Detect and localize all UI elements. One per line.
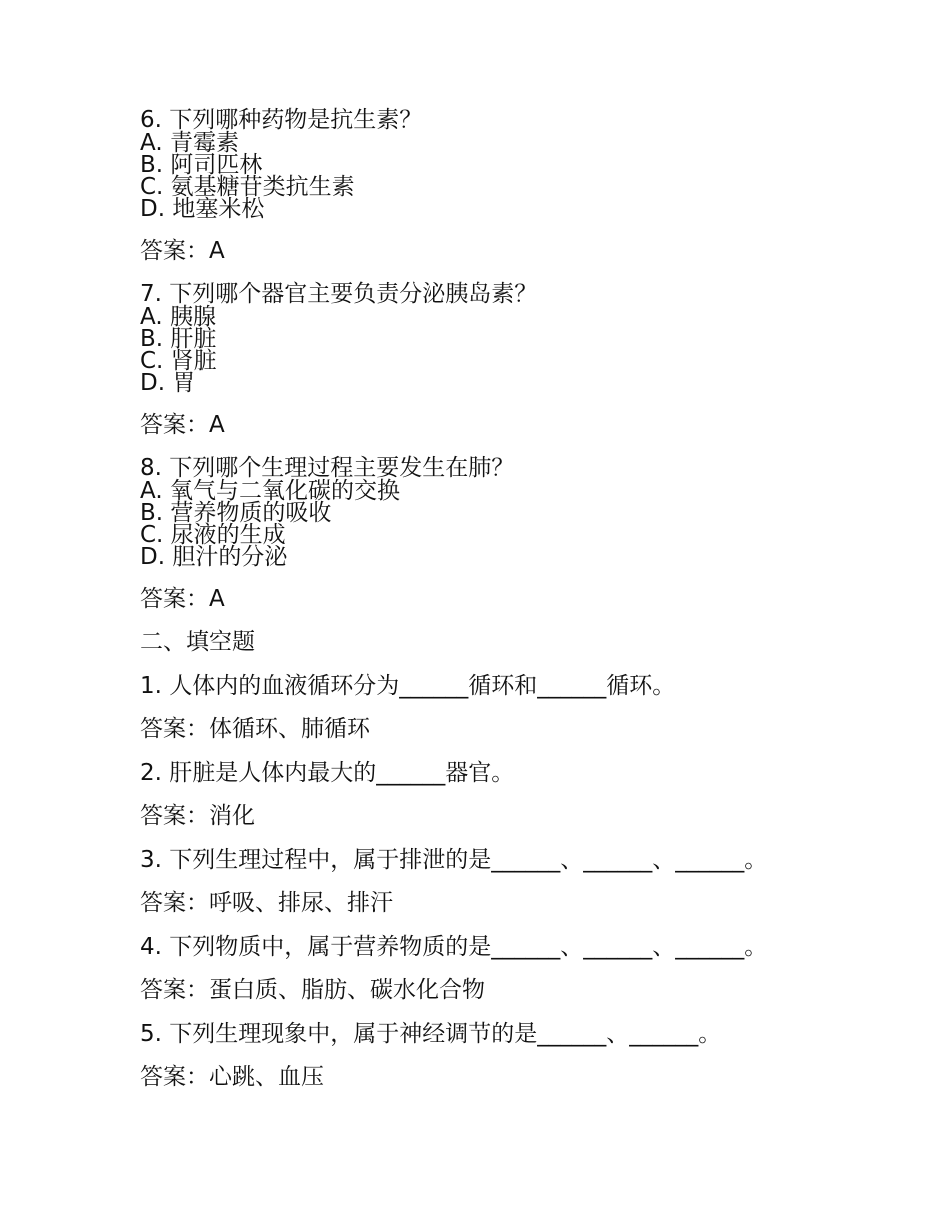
question-7-option-d: D. 胃 (140, 370, 196, 396)
fill-answer-4: 答案：蛋白质、脂肪、碳水化合物 (140, 977, 485, 1003)
question-6-stem: 6. 下列哪种药物是抗生素？ (140, 107, 423, 133)
question-7-answer: 答案：A (140, 412, 225, 438)
question-6-option-b: B. 阿司匹林 (140, 152, 263, 178)
fill-question-2: 2. 肝脏是人体内最大的______器官。 (140, 760, 515, 786)
fill-answer-3: 答案：呼吸、排尿、排汗 (140, 890, 393, 916)
section-title-fill-in: 二、填空题 (140, 629, 255, 655)
fill-question-5: 5. 下列生理现象中，属于神经调节的是______、______。 (140, 1021, 722, 1047)
question-7-option-b: B. 肝脏 (140, 326, 217, 352)
question-7-stem: 7. 下列哪个器官主要负责分泌胰岛素？ (140, 281, 538, 307)
question-8-answer: 答案：A (140, 586, 225, 612)
fill-question-4: 4. 下列物质中，属于营养物质的是______、______、______。 (140, 934, 768, 960)
question-8-option-d: D. 胆汁的分泌 (140, 544, 288, 570)
fill-question-3: 3. 下列生理过程中，属于排泄的是______、______、______。 (140, 847, 768, 873)
fill-answer-1: 答案：体循环、肺循环 (140, 716, 370, 742)
question-8-option-a: A. 氧气与二氧化碳的交换 (140, 478, 400, 504)
question-7-option-c: C. 肾脏 (140, 348, 217, 374)
fill-answer-5: 答案：心跳、血压 (140, 1064, 324, 1090)
question-6-option-c: C. 氨基糖苷类抗生素 (140, 174, 355, 200)
question-8-option-c: C. 尿液的生成 (140, 522, 286, 548)
question-7-option-a: A. 胰腺 (140, 304, 216, 330)
question-6-answer: 答案：A (140, 238, 225, 264)
question-6-option-a: A. 青霉素 (140, 130, 239, 156)
question-6-option-d: D. 地塞米松 (140, 196, 265, 222)
fill-question-1: 1. 人体内的血液循环分为______循环和______循环。 (140, 673, 676, 699)
fill-answer-2: 答案：消化 (140, 803, 255, 829)
question-8-stem: 8. 下列哪个生理过程主要发生在肺？ (140, 455, 515, 481)
question-8-option-b: B. 营养物质的吸收 (140, 500, 332, 526)
